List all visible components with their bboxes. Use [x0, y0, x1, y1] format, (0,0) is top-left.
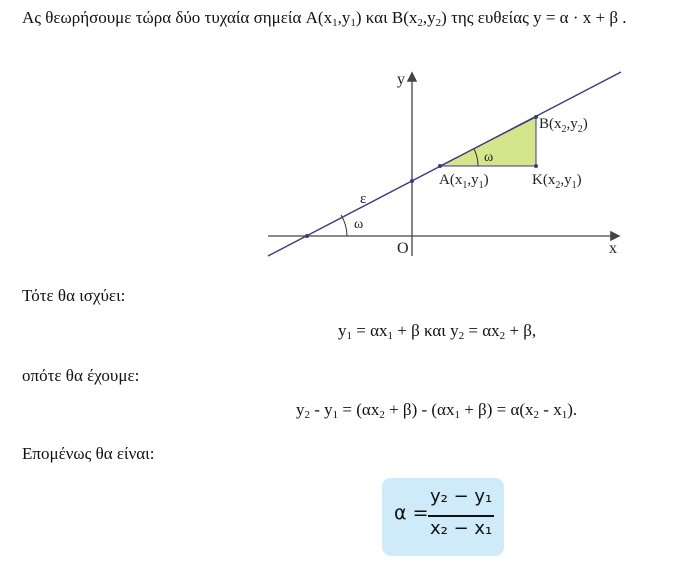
label-point-a: $A(x_1,y_1)$ — [439, 172, 489, 191]
label-point-b: $B(x_2,y_2)$ — [539, 116, 588, 135]
paragraph-therefore: Επομένως θα είναι: — [22, 444, 155, 463]
point-a — [438, 164, 442, 168]
x-axis-label: x — [609, 240, 617, 257]
formula-lhs: α = — [394, 502, 429, 524]
line-epsilon — [268, 72, 621, 256]
formula-denominator: x₂ − x₁ — [430, 518, 493, 539]
label-point-k: $K(x_2,y_1)$ — [532, 172, 582, 191]
omega-label-triangle: ω — [484, 150, 494, 165]
point-k — [534, 164, 538, 168]
slope-formula-box — [382, 478, 504, 556]
y-axis-label: y — [397, 71, 405, 88]
paragraph-so: οπότε θα έχουμε: — [22, 366, 140, 385]
epsilon-label: ε — [360, 191, 367, 207]
point-b — [534, 115, 538, 119]
fraction-bar — [428, 515, 494, 517]
line-slope-diagram — [0, 0, 692, 280]
formula-numerator: y₂ − y₁ — [430, 486, 493, 507]
equation-difference: $y_2 - y_1 = (\alpha x_2 + \beta) - (\alpha x_1 + \beta) = \alpha(x_2 - x_1)$. — [296, 400, 578, 421]
origin-label: O — [397, 240, 409, 257]
y-intercept-point — [410, 179, 414, 183]
equation-points-on-line: $y_1 = \alpha x_1 + \beta$ και $y_2 = \alpha x_2 + \beta$, — [338, 321, 537, 342]
omega-label-bottom: ω — [354, 217, 364, 232]
intro-sentence: Ας θεωρήσουμε τώρα δύο τυχαία σημεία $A(x_1,y_1)$ και $B(x_2,y_2)$ της ευθείας y = α · x + β . — [22, 8, 627, 29]
x-intercept-point — [305, 234, 309, 238]
paragraph-then: Τότε θα ισχύει: — [22, 286, 126, 305]
